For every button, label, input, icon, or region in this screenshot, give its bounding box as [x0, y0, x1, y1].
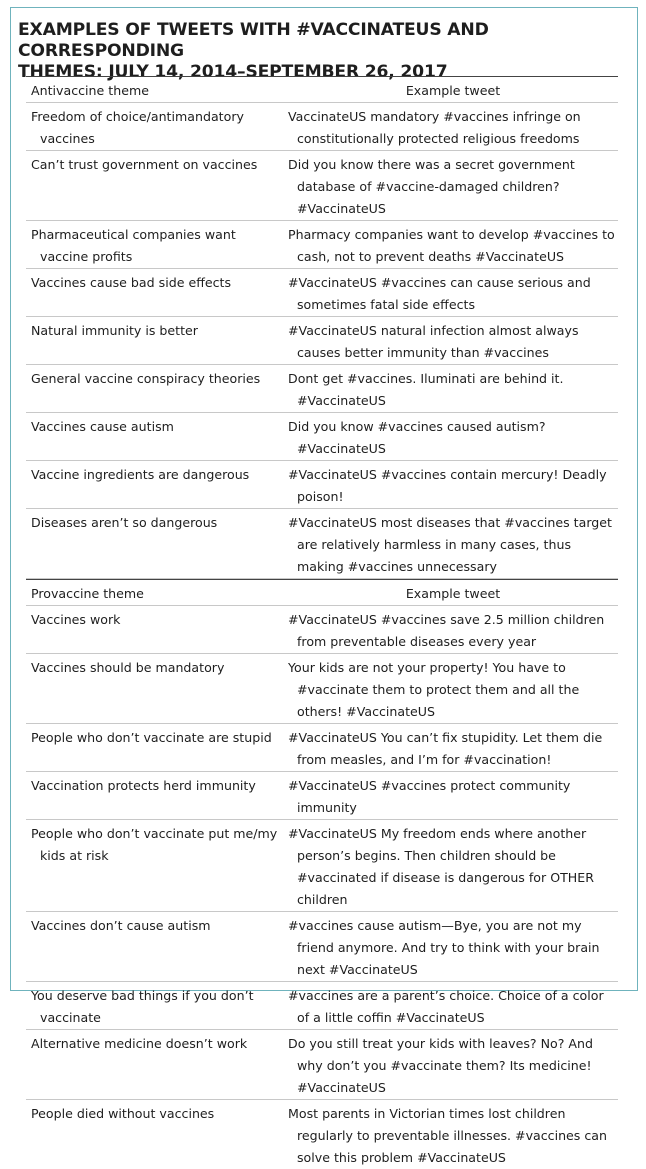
theme-cell: [26, 464, 286, 508]
theme-text: Pharmaceutical companies want vaccine profits: [31, 227, 236, 264]
theme-cell: [26, 985, 286, 1029]
theme-cell: [26, 224, 286, 268]
tweet-cell: [286, 154, 618, 220]
theme-text: Alternative medicine doesn’t work: [31, 1036, 248, 1051]
antivaccine-header-row: [26, 76, 618, 103]
tweet-cell: [286, 416, 618, 460]
table-row: [26, 820, 618, 912]
column-header-label: Provaccine theme: [31, 586, 144, 601]
tweet-text: Do you still treat your kids with leaves? No? And why don’t you #vaccinate them? Its medicine! #VaccinateUS: [288, 1036, 594, 1095]
theme-text: Vaccines don’t cause autism: [31, 918, 211, 933]
theme-cell: [26, 1103, 286, 1169]
tweet-cell: [286, 512, 618, 578]
tweet-cell: [286, 609, 618, 653]
table-row: [26, 1030, 618, 1100]
tweet-cell: [286, 1103, 618, 1169]
theme-cell: [26, 106, 286, 150]
theme-cell: [26, 416, 286, 460]
column-header-label: Example tweet: [405, 586, 501, 601]
theme-text: Freedom of choice/antimandatory vaccines: [31, 109, 244, 146]
theme-text: Can’t trust government on vaccines: [31, 157, 258, 172]
antivaccine-theme-header: [26, 80, 286, 102]
table-row: [26, 221, 618, 269]
table-title: [18, 20, 626, 83]
table-row: [26, 509, 618, 579]
theme-cell: [26, 727, 286, 771]
tweet-text: #VaccinateUS My freedom ends where another person’s begins. Then children should be #vaccinated if disease is dangerous for OTHER children: [288, 826, 594, 907]
tweet-cell: [286, 368, 618, 412]
tweet-cell: [286, 464, 618, 508]
tweet-text: Dont get #vaccines. Iluminati are behind it. #VaccinateUS: [288, 371, 564, 408]
theme-cell: [26, 154, 286, 220]
provaccine-tweet-header: [286, 583, 618, 605]
theme-text: Natural immunity is better: [31, 323, 198, 338]
provaccine-theme-header: [26, 583, 286, 605]
table-row: [26, 982, 618, 1030]
table-row: [26, 461, 618, 509]
tweet-text: #VaccinateUS #vaccines protect community immunity: [288, 778, 571, 815]
theme-text: People who don’t vaccinate put me/my kids at risk: [31, 826, 278, 863]
provaccine-header-row: [26, 579, 618, 606]
theme-text: Diseases aren’t so dangerous: [31, 515, 218, 530]
tweet-cell: [286, 1033, 618, 1099]
table-row: [26, 365, 618, 413]
table-row: [26, 151, 618, 221]
theme-cell: [26, 775, 286, 819]
theme-cell: [26, 1033, 286, 1099]
theme-cell: [26, 609, 286, 653]
theme-cell: [26, 512, 286, 578]
tweet-text: #VaccinateUS most diseases that #vaccines target are relatively harmless in many cases, thus making #vaccines unnecessary: [288, 515, 612, 574]
tweet-text: #VaccinateUS #vaccines contain mercury! Deadly poison!: [288, 467, 607, 504]
tweet-text: Most parents in Victorian times lost children regularly to preventable illnesses. #vaccines can solve this problem #VaccinateUS: [288, 1106, 607, 1165]
tweet-cell: [286, 106, 618, 150]
table-row: [26, 317, 618, 365]
theme-cell: [26, 823, 286, 911]
theme-text: General vaccine conspiracy theories: [31, 371, 261, 386]
tweet-text: Your kids are not your property! You have to #vaccinate them to protect them and all the others! #VaccinateUS: [288, 660, 580, 719]
theme-cell: [26, 657, 286, 723]
title-line-2: THEMES: JULY 14, 2014–SEPTEMBER 26, 2017: [18, 62, 448, 82]
table-row: [26, 269, 618, 317]
tweet-text: Did you know there was a secret government database of #vaccine-damaged children? #VaccinateUS: [288, 157, 575, 216]
tweet-text: #VaccinateUS natural infection almost always causes better immunity than #vaccines: [288, 323, 579, 360]
tweet-text: VaccinateUS mandatory #vaccines infringe on constitutionally protected religious freedoms: [288, 109, 581, 146]
antivaccine-tweet-header: [286, 80, 618, 102]
theme-text: Vaccine ingredients are dangerous: [31, 467, 250, 482]
themes-table: [26, 76, 618, 1169]
tweet-text: #vaccines are a parent’s choice. Choice of a color of a little coffin #VaccinateUS: [288, 988, 604, 1025]
theme-cell: [26, 368, 286, 412]
table-row: [26, 1100, 618, 1169]
table-row: [26, 103, 618, 151]
table-row: [26, 724, 618, 772]
tweet-cell: [286, 320, 618, 364]
tweet-cell: [286, 775, 618, 819]
table-row: [26, 606, 618, 654]
table-row: [26, 912, 618, 982]
tweet-cell: [286, 727, 618, 771]
theme-text: You deserve bad things if you don’t vaccinate: [31, 988, 254, 1025]
tweet-cell: [286, 915, 618, 981]
theme-cell: [26, 320, 286, 364]
table-row: [26, 772, 618, 820]
title-line-1: EXAMPLES OF TWEETS WITH #VACCINATEUS AND CORRESPONDING: [18, 20, 489, 61]
tweet-cell: [286, 272, 618, 316]
theme-text: Vaccines work: [31, 612, 121, 627]
theme-text: Vaccination protects herd immunity: [31, 778, 256, 793]
theme-text: People who don’t vaccinate are stupid: [31, 730, 272, 745]
column-header-label: Antivaccine theme: [31, 83, 149, 98]
column-header-label: Example tweet: [405, 83, 501, 98]
theme-text: Vaccines cause autism: [31, 419, 174, 434]
theme-text: People died without vaccines: [31, 1106, 215, 1121]
tweet-text: #VaccinateUS #vaccines can cause serious and sometimes fatal side effects: [288, 275, 591, 312]
theme-cell: [26, 272, 286, 316]
tweet-cell: [286, 224, 618, 268]
theme-text: Vaccines should be mandatory: [31, 660, 225, 675]
tweet-text: #VaccinateUS You can’t fix stupidity. Let them die from measles, and I’m for #vaccination!: [288, 730, 603, 767]
table-row: [26, 413, 618, 461]
theme-cell: [26, 915, 286, 981]
theme-text: Vaccines cause bad side effects: [31, 275, 232, 290]
tweet-text: Pharmacy companies want to develop #vaccines to cash, not to prevent deaths #VaccinateUS: [288, 227, 615, 264]
tweet-cell: [286, 823, 618, 911]
tweet-text: Did you know #vaccines caused autism? #VaccinateUS: [288, 419, 546, 456]
table-row: [26, 654, 618, 724]
tweet-cell: [286, 657, 618, 723]
tweet-cell: [286, 985, 618, 1029]
tweet-text: #vaccines cause autism—Bye, you are not my friend anymore. And try to think with your brain next #VaccinateUS: [288, 918, 600, 977]
tweet-text: #VaccinateUS #vaccines save 2.5 million children from preventable diseases every year: [288, 612, 605, 649]
